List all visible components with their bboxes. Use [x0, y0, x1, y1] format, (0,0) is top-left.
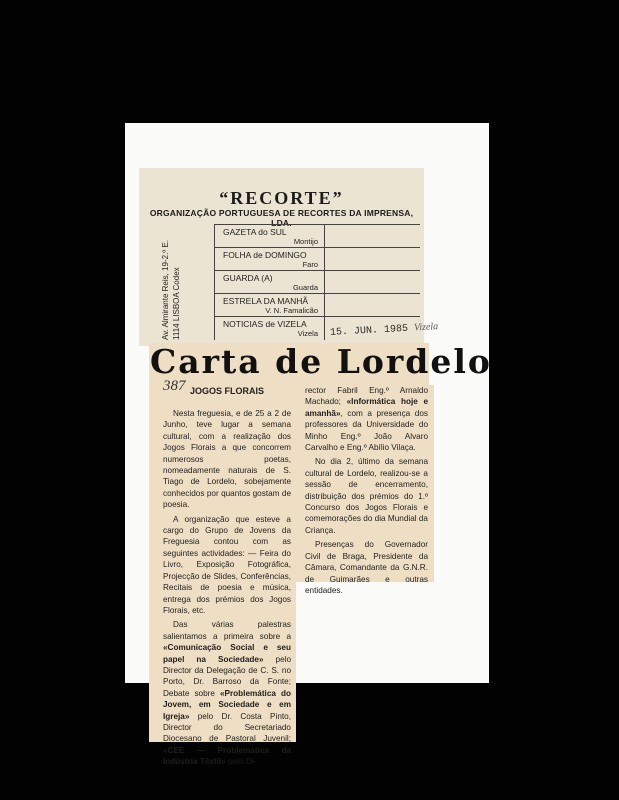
publication-city: Vizela — [297, 329, 318, 338]
agency-title: “RECORTE” — [219, 188, 344, 208]
publication-row — [214, 293, 420, 317]
text-run: , com a presença dos professores da Universidade do Minho Eng.º João Alvaro Carvalho e Eng.º Abílio Vilaça. — [305, 408, 428, 453]
publication-city: Faro — [302, 260, 318, 269]
agency-subtitle: ORGANIZAÇÃO PORTUGUESA DE RECORTES DA IMPRENSA, LDA. — [149, 208, 414, 228]
section-title: JOGOS FLORAIS — [190, 386, 265, 396]
text-run: rector Fabril Eng.º Arnaldo Machado; — [305, 386, 428, 407]
column-divider — [324, 271, 325, 294]
column-divider — [324, 225, 325, 248]
text-run: pelo Dr. Costa Pinto, Director do Secretariado Diocesano de Pastoral Juvenil; — [163, 711, 291, 744]
text-run: Das várias palestras salientamos a primeira sobre a — [163, 620, 291, 641]
publication-row — [214, 270, 420, 294]
article-paragraph: Presenças do Governador Civil de Braga, Presidente da Câmara, Comandante da G.N.R. de Guimarães e outras entidades. — [305, 540, 428, 595]
agency-address — [160, 240, 182, 340]
article-paragraph: A organização que esteve a cargo do Grupo de Jovens da Freguesia contou com as seguintes actividades: — Feira do Livro, Exposição Fotográfica, Projecção de Slides, Conferências, Recitais de poesia e música, entrega dos prémios dos Jogos Florais, etc. — [163, 514, 291, 615]
bold-run: «CEE — Problemática da Indústria Têxtil» — [163, 745, 291, 767]
column-divider — [324, 317, 325, 340]
handwritten-note: Vizela — [413, 321, 439, 334]
bold-run: «Informática hoje e amanhã» — [305, 397, 429, 418]
publication-row — [214, 247, 420, 271]
article-paragraph: No dia 2, último da semana cultural de Lordelo, realizou-se a sessão de encerramento, distribuição dos prémios do 1.º Concurso dos Jogos Florais e comemorações do dia Mundial da Criança. — [305, 457, 428, 535]
address-line-1: Av. Almirante Reis, 19-2.º E. — [161, 240, 170, 340]
bold-run: «Problemática do Jovem, em Sociedade e em Igreja» — [163, 688, 291, 721]
publication-name: GAZETA do SUL — [223, 227, 287, 237]
handwritten-number: 387 — [163, 378, 186, 394]
text-run: pelo Di- — [225, 757, 257, 767]
address-line-2: 1114 LISBOA Codex — [172, 267, 181, 340]
article-headline: Carta de Lordelo — [150, 342, 492, 381]
stamp-date: 15. JUN. 1985 — [329, 323, 409, 339]
publication-city: Guarda — [292, 283, 318, 292]
publication-city: V. N. Famalicão — [265, 306, 318, 315]
publication-name: NOTICIAS de VIZELA — [223, 319, 307, 329]
publication-city: Montijo — [293, 237, 318, 246]
article-column-right — [305, 385, 428, 599]
article-column-left — [163, 408, 291, 771]
article-paragraph — [305, 385, 428, 453]
publication-name: FOLHA de DOMINGO — [223, 250, 307, 260]
article-paragraph: Nesta freguesia, e de 25 a 2 de Junho, teve lugar a semana cultural, com a realização dos Jogos Florais a que concorrem numerosos poetas, nomeadamente naturais de S. Tiago de Lordelo, sobejamente conhecidos por quantos gostam de poesia. — [163, 409, 291, 510]
text-run: pelo Director da Delegação de C. S. no Porto, Dr. Barroso da Fonte; Debate sobre — [163, 654, 291, 698]
column-divider — [324, 248, 325, 271]
publication-table — [214, 224, 420, 340]
column-divider — [324, 294, 325, 317]
bold-run: «Comunicação Social e seu papel na Sociedade» — [163, 643, 291, 664]
article-paragraph — [163, 619, 291, 767]
publication-row — [214, 224, 420, 248]
publication-name: ESTRELA DA MANHÃ — [223, 296, 309, 306]
publication-name: GUARDA (A) — [223, 273, 273, 283]
